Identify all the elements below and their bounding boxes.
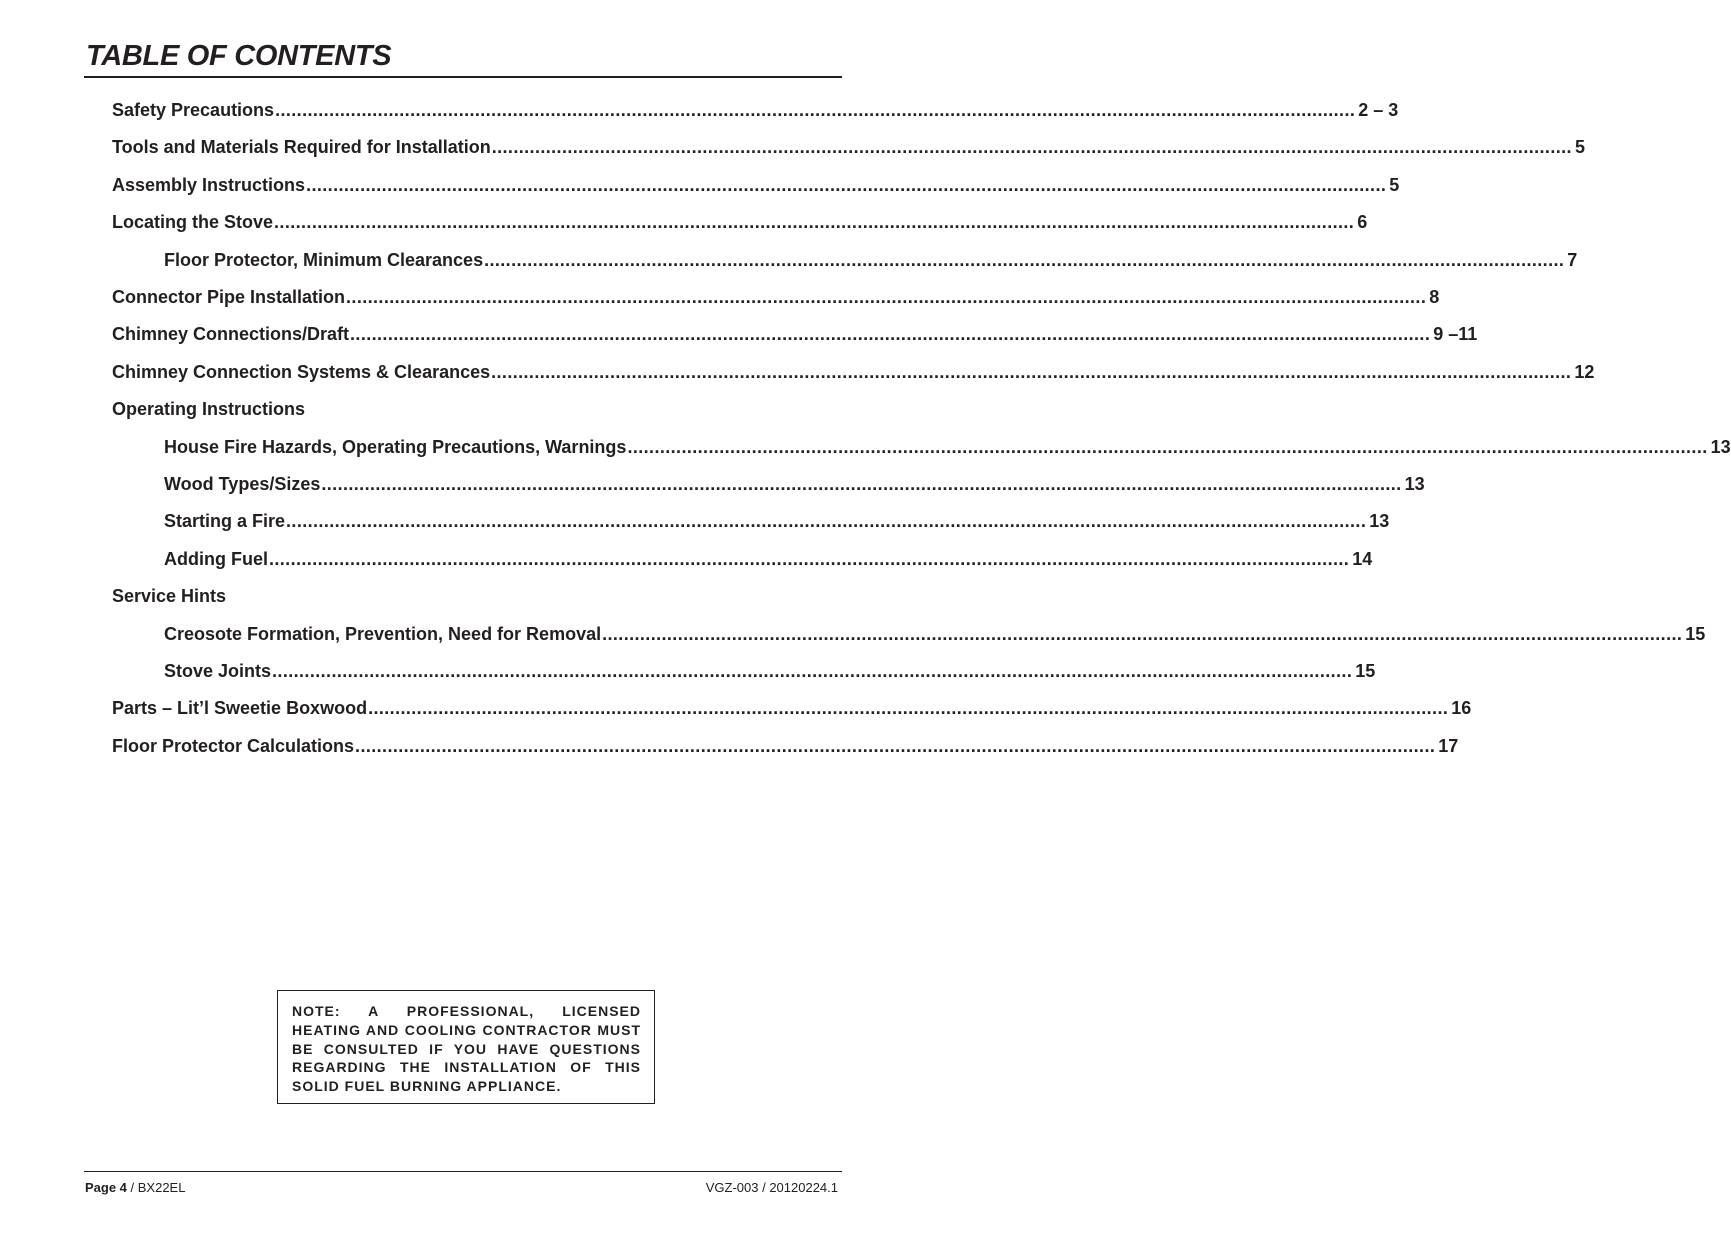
footer-model: / BX22EL [126, 1180, 186, 1195]
toc-entry-page: 13 [1710, 436, 1731, 457]
toc-entry [112, 173, 1400, 197]
toc-dot-leader: ........................................................................................................................................................................................................ [627, 436, 1708, 457]
toc-entry-page: 15 [1685, 623, 1706, 644]
toc-entry-page: 16 [1451, 698, 1472, 719]
toc-entry-page: 12 [1574, 361, 1595, 382]
toc-entry [164, 547, 1373, 571]
toc-entry-label: Operating Instructions [112, 399, 306, 420]
toc-entry-label: Floor Protector, Minimum Clearances [164, 249, 484, 270]
toc-dot-leader: ........................................................................................................................................................................................................ [491, 361, 1572, 382]
toc-entry [112, 322, 1478, 346]
toc-entry-label: Wood Types/Sizes [164, 474, 321, 494]
toc-dot-leader: ........................................................................................................................................................................................................ [306, 174, 1387, 195]
toc-entry-page: 8 [1429, 287, 1440, 307]
toc-entry-page: 17 [1438, 735, 1459, 756]
toc-entry-page: 13 [1369, 511, 1390, 532]
toc-entry-label: Assembly Instructions [112, 174, 306, 195]
footer-divider [84, 1171, 842, 1172]
toc-dot-leader: ........................................................................................................................................................................................................ [274, 212, 1355, 233]
toc-entry [112, 285, 1440, 309]
toc-dot-leader: ........................................................................................................................................................................................................ [272, 661, 1353, 681]
toc-entry-page: 5 [1389, 174, 1400, 195]
toc-dot-leader: ........................................................................................................................................................................................................ [346, 287, 1427, 307]
toc-entry [164, 472, 1425, 496]
toc-dot-leader: ........................................................................................................................................................................................................ [275, 100, 1356, 120]
toc-entry-label: Floor Protector Calculations [112, 735, 355, 756]
toc-entry [164, 659, 1376, 683]
toc-entry [112, 98, 1399, 122]
toc-entry-label: Starting a Fire [164, 511, 286, 532]
toc-dot-leader: ........................................................................................................................................................................................................ [350, 324, 1431, 345]
toc-entry-page: 13 [1404, 474, 1425, 494]
toc-entry [112, 696, 1472, 720]
toc-entry-label: Locating the Stove [112, 212, 274, 233]
toc-entry [112, 584, 785, 608]
toc-entry [164, 622, 1706, 646]
toc-dot-leader: ........................................................................................................................................................................................................ [368, 698, 1449, 719]
note-box [277, 990, 655, 1104]
toc-dot-leader: ........................................................................................................................................................................................................ [355, 735, 1436, 756]
toc-entry-page: 14 [1352, 548, 1373, 569]
toc-entry [112, 397, 785, 421]
toc-entry-label: Creosote Formation, Prevention, Need for Removal [164, 623, 602, 644]
toc-entry-label: House Fire Hazards, Operating Precautions, Warnings [164, 436, 627, 457]
toc-dot-leader: ........................................................................................................................................................................................................ [321, 474, 1402, 494]
footer-page-number: Page 4 [85, 1180, 127, 1195]
toc-entry-page: 6 [1357, 212, 1368, 233]
toc-entry-page: 9 –11 [1433, 324, 1478, 345]
toc-entry [164, 248, 1578, 272]
toc-entry [112, 210, 1368, 234]
toc-entry-label: Chimney Connections/Draft [112, 324, 350, 345]
toc-entry-page: 5 [1574, 137, 1585, 158]
toc-entry-label: Parts – Lit’l Sweetie Boxwood [112, 698, 368, 719]
toc-entry-label: Connector Pipe Installation [112, 287, 346, 307]
toc-entry [112, 734, 1459, 758]
toc-entry-label: Stove Joints [164, 661, 272, 681]
toc-entry-label: Safety Precautions [112, 100, 275, 120]
toc-entry [164, 435, 1731, 459]
toc-dot-leader: ........................................................................................................................................................................................................ [602, 623, 1683, 644]
toc-entry-page: 7 [1567, 249, 1578, 270]
page-title: TABLE OF CONTENTS [86, 40, 392, 72]
toc-entry-page: 15 [1355, 661, 1376, 681]
toc-entry-label: Chimney Connection Systems & Clearances [112, 361, 491, 382]
toc-entry-label: Adding Fuel [164, 548, 268, 569]
toc-entry [164, 509, 1390, 533]
toc-entry-label: Service Hints [112, 586, 227, 607]
toc-entry [112, 360, 1595, 384]
toc-dot-leader: ........................................................................................................................................................................................................ [491, 137, 1572, 158]
toc-entry [112, 135, 1585, 159]
toc-entry-page: 2 – 3 [1358, 100, 1399, 120]
toc-dot-leader: ........................................................................................................................................................................................................ [268, 548, 1350, 569]
toc-dot-leader: ........................................................................................................................................................................................................ [286, 511, 1367, 532]
footer-page-info [85, 1180, 185, 1196]
footer-doc-code: VGZ-003 / 20120224.1 [705, 1180, 838, 1195]
toc-entry-label: Tools and Materials Required for Installation [112, 137, 491, 158]
toc-dot-leader: ........................................................................................................................................................................................................ [484, 249, 1565, 270]
note-text: NOTE: A PROFESSIONAL, LICENSED HEATING AND COOLING CONTRACTOR MUST BE CONSULTED IF YOU HAVE QUESTIONS REGARDING THE INSTALLATION OF THIS SOLID FUEL BURNING APPLIANCE. [292, 1003, 641, 1095]
